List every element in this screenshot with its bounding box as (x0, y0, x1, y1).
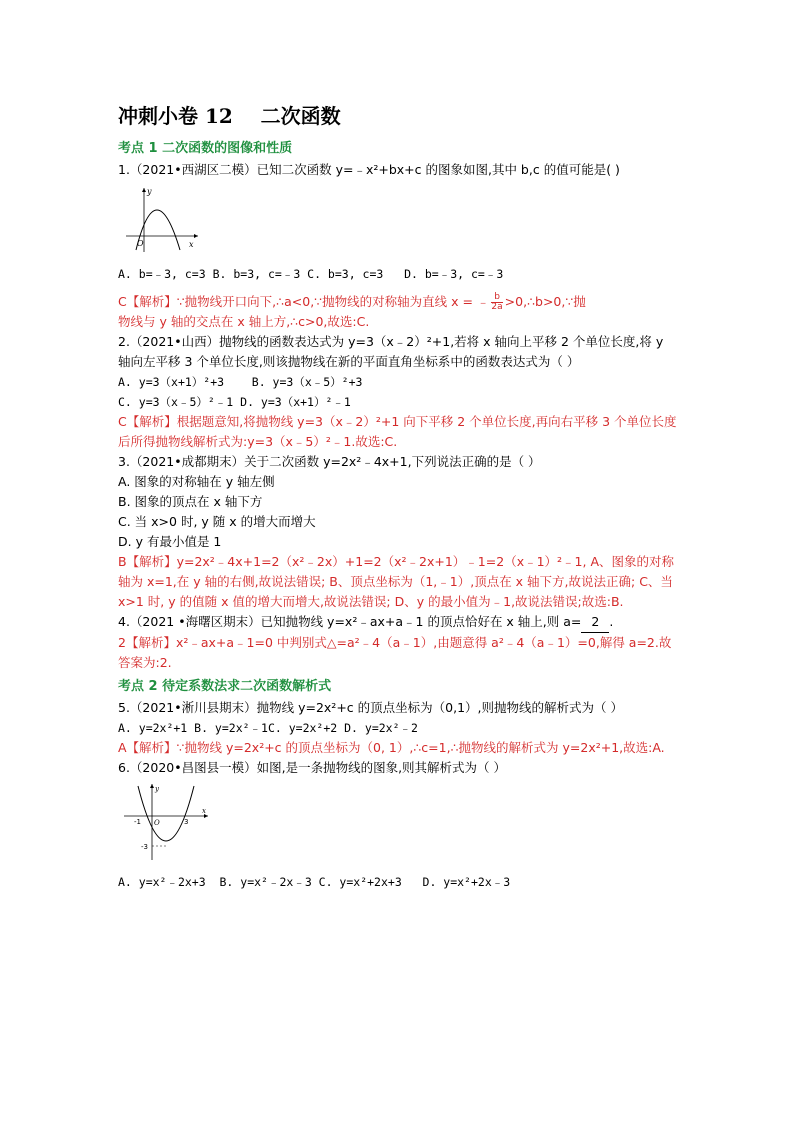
question-2-options-1: A. y=3（x+1）²+3 B. y=3（x﹣5）²+3 (118, 375, 363, 389)
question-1-options: A. b=﹣3, c=3 B. b=3, c=﹣3 C. b=3, c=3 D. b=﹣3, c=﹣3 (118, 267, 504, 281)
question-2-stem: 2.（2021•山西）抛物线的函数表达式为 y=3（x﹣2）²+1,若将 x 轴向上平移 2 个单位长度,将 y 轴向左平移 3 个单位长度,则该抛物线在新的平面直角坐标系中的函数表达式为（ ） (118, 334, 664, 369)
question-6-options: A. y=x²﹣2x+3 B. y=x²﹣2x﹣3 C. y=x²+2x+3 D. y=x²+2x﹣3 (118, 875, 511, 889)
question-6-graph (122, 782, 678, 866)
tick-3-label: 3 (184, 818, 189, 826)
origin-label: O (137, 239, 144, 248)
question-1-graph (122, 184, 678, 258)
question-6-stem: 6.（2020•昌图县一模）如图,是一条抛物线的图象,则其解析式为（ ） (118, 760, 507, 775)
origin-label: O (154, 819, 160, 827)
axis-y-label: y (147, 187, 152, 196)
section-heading-2: 考点 2 待定系数法求二次函数解析式 (118, 679, 332, 694)
question-4-analysis: 2【解析】x²﹣ax+a﹣1=0 中判别式△=a²﹣4（a﹣1）,由题意得 a²﹣4（a﹣1）=0,解得 a=2.故答案为:2. (118, 635, 672, 670)
axis-x-label: x (202, 807, 206, 815)
question-3-option-a: A. 图象的对称轴在 y 轴左侧 (118, 474, 275, 489)
question-3-option-b: B. 图象的顶点在 x 轴下方 (118, 494, 263, 509)
tick-neg1-label: -1 (134, 818, 141, 826)
question-2-analysis: C【解析】根据题意知,将抛物线 y=3（x﹣2）²+1 向下平移 2 个单位长度,再向右平移 3 个单位长度后所得抛物线解析式为:y=3（x﹣5）²﹣1.故选:C. (118, 414, 677, 449)
page-title: 冲刺小卷 12 二次函数 (118, 104, 341, 128)
question-3-option-c: C. 当 x>0 时, y 随 x 的增大而增大 (118, 514, 316, 529)
question-5-options: A. y=2x²+1 B. y=2x²﹣1C. y=2x²+2 D. y=2x²﹣2 (118, 721, 418, 735)
question-3-analysis: B【解析】y=2x²﹣4x+1=2（x²﹣2x）+1=2（x²﹣2x+1）﹣1=2（x﹣1）²﹣1, A、图象的对称轴为 x=1,在 y 轴的右侧,故说法错误; B、顶点坐标为（1,﹣1）,顶点在 x 轴下方,故说法正确; C、当 x>1 时, y 的值随 x 值的增大而增大,故说法错误; D、y 的最小值为﹣1,故说法错误;故选:B. (118, 554, 675, 609)
section-heading-1: 考点 1 二次函数的图像和性质 (118, 141, 293, 156)
question-2-options-2: C. y=3（x﹣5）²﹣1 D. y=3（x+1）²﹣1 (118, 395, 351, 409)
question-1-stem: 1.（2021•西湖区二模）已知二次函数 y=﹣x²+bx+c 的图象如图,其中 b,c 的值可能是( ) (118, 162, 620, 177)
question-5-analysis: A【解析】∵抛物线 y=2x²+c 的顶点坐标为（0, 1）,∴c=1,∴抛物线的解析式为 y=2x²+1,故选:A. (118, 740, 665, 755)
question-1-analysis: C【解析】∵抛物线开口向下,∴a<0,∵抛物线的对称轴为直线 x = ﹣ $\frac{b}{2a}$ >0,∴b>0,∵抛 (118, 292, 586, 312)
document-page (118, 100, 678, 892)
answer-blank: 2 (581, 612, 609, 633)
axis-x-label: x (189, 240, 194, 249)
axis-y-label: y (155, 785, 159, 793)
tick-neg3-label: -3 (141, 843, 148, 851)
question-4-stem: 4.（2021 •海曙区期末）已知抛物线 y=x²﹣ax+a﹣1 的顶点恰好在 x 轴上,则 a= 2 . (118, 612, 678, 633)
fraction: $\frac{b}{2a}$ (491, 292, 503, 312)
question-5-stem: 5.（2021•淅川县期末）抛物线 y=2x²+c 的顶点坐标为（0,1）,则抛物线的解析式为（ ） (118, 700, 623, 715)
question-3-option-d: D. y 有最小值是 1 (118, 534, 222, 549)
question-3-stem: 3.（2021•成都期末）关于二次函数 y=2x²﹣4x+1,下列说法正确的是（ ） (118, 454, 541, 469)
question-1-analysis-cont: 物线与 y 轴的交点在 x 轴上方,∴c>0,故选:C. (118, 314, 370, 329)
